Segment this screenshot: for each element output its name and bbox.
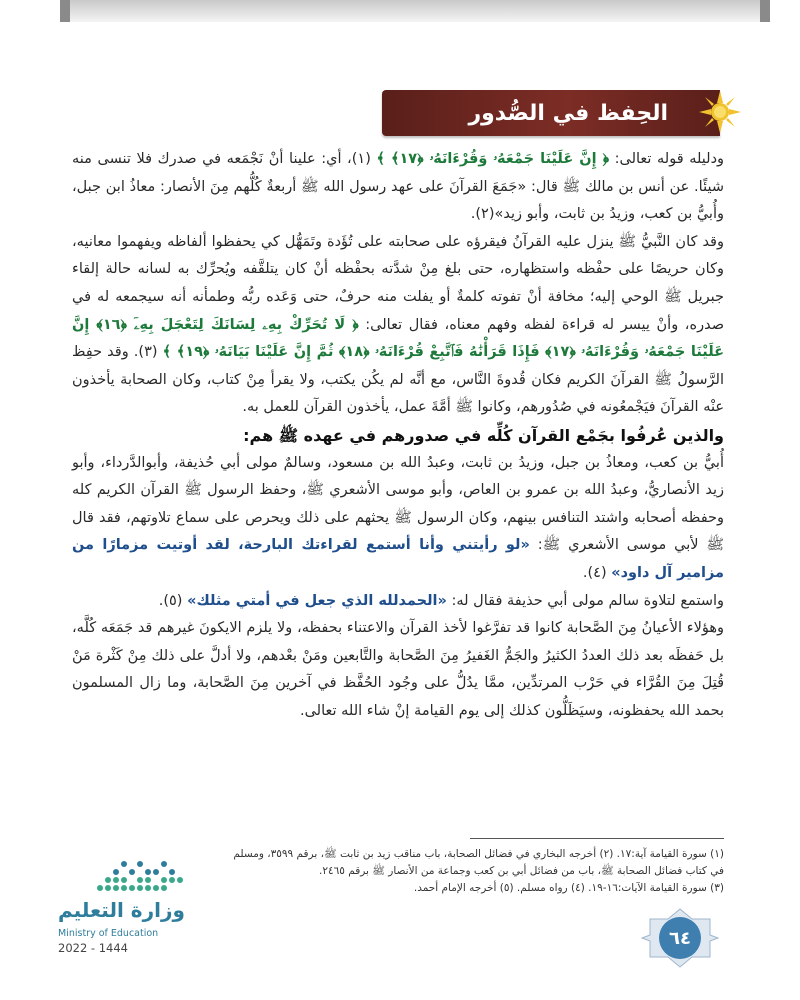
section-header <box>382 90 720 136</box>
subheading: والذين عُرفُوا بجَمْع القرآن كُلِّه في صدورهم في عهده ﷺ هم: <box>243 425 724 445</box>
quran-verse: ﴿ إِنَّ عَلَيْنَا جَمْعَهُۥ وَقُرْءَانَهُۥ ﴿١٧﴾ ﴾ <box>376 151 610 167</box>
sun-icon <box>698 90 742 134</box>
top-border-strip <box>60 0 770 22</box>
paragraph-5: وهؤلاء الأعيانُ مِنَ الصَّحابة كانوا قد تفرَّغوا لأخذ القرآن والاعتناء بحفظه، ولا يلزم الايكونَ غيرهم قد جَمَعَه كُلَّه، بل حَفظَه بعد ذلك العددُ الكثيرُ والجَمُّ الغَفيرُ مِنَ الصَّحابة والتَّابعين ومَنْ بعْدهم، ولا أدلَّ على ذلك مِنْ كَثْرة مَنْ قُتِلَ مِنَ القُرَّاء في حَرْب المرتدِّين، ممَّا يدُلُّ على وجُود الحُفَّظ في آخرين مِنَ الصَّحابة، وما زال المسلمون بحمد الله يحفظونه، وسيَظَلُّون كذلك إلى يوم القيامة إنْ شاء الله تعالى. <box>72 620 724 719</box>
paragraph-text: واستمع لتلاوة سالم مولى أبي حذيفة فقال له: <box>451 592 724 609</box>
paragraph-3 <box>72 450 724 588</box>
footnote-divider <box>470 838 724 839</box>
paragraph-4 <box>72 588 724 616</box>
ministry-name-arabic: وزارة التعليم <box>58 898 185 922</box>
page-number: ٦٤ <box>669 927 691 949</box>
logo-dots-icon <box>92 858 186 896</box>
paragraph-text: (١)، أي: علينا أنْ نَجْمَعه في صدرك فلا تنسى منه شيئًا. عن أنس بن مالك ﷺ قال: «جَمَعَ القرآنَ على عهد رسول الله ﷺ أربعةٌ كُلُّهم مِنَ الأنصار: معاذُ ابن جبل، وأُبيُّ بن كعب، وزيدُ بن ثابت، وأبو زيد»(٢). <box>72 151 724 223</box>
paragraph-text: وقد كان النَّبيُّ ﷺ ينزل عليه القرآنُ فيقرؤه على صحابته على تُؤَدة وتَمَهُّل كي يحفظوا ألفاظه ويفهموا معانيه، وكان حريصًا على حفْظه واستظهاره، حتى بلغ مِنْ شدَّته بحفْظه أنْ كان يتلقَّفه ويُحرِّك به لسانه حالة إلقاء جبريل ﷺ الوحي إليه؛ مخافة أنْ تفوته كلمةٌ أو يفلت منه حرفٌ، حتى وَعَده ربُّه وطمأنه أنه سيجمعه له في صدره، وأنْ ييسر له قراءة لفظه وفهم معناه، فقال تعالى: <box>72 233 725 333</box>
lesson-body <box>72 146 724 725</box>
section-title: الحِفظ في الصُّدور <box>468 100 668 126</box>
ministry-logo <box>58 858 188 958</box>
footnote-line: (١) سورة القيامة آية:١٧. (٢) أخرجه البخاري في فضائل الصحابة، باب مناقب زيد بن ثابت ﷺ، برقم ٣٥٩٩، ومسلم <box>233 848 724 860</box>
footnotes <box>180 846 724 897</box>
page-number-badge <box>640 907 720 969</box>
ministry-name-english: Ministry of Education <box>58 928 159 939</box>
paragraph-1 <box>72 146 724 229</box>
paragraph-text: (٥). <box>158 592 183 609</box>
paragraph-2 <box>72 229 724 422</box>
footnote-line: (٣) سورة القيامة الآيات:١٦-١٩. (٤) رواه مسلم. (٥) أخرجه الإمام أحمد. <box>413 882 724 894</box>
quran-verse: ﴿ لَا تُحَرِّكْ بِهِۦ لِسَانَكَ لِتَعْجَلَ بِهِۦٓ ﴿١٦﴾ إِنَّ عَلَيْنَا جَمْعَهُۥ وَقُرْءَانَهُۥ ﴿١٧﴾ فَإِذَا قَرَأْنَٰهُ فَٱتَّبِعْ قُرْءَانَهُۥ ﴿١٨﴾ ثُمَّ إِنَّ عَلَيْنَا بَيَانَهُۥ ﴿١٩﴾ ﴾ <box>72 316 725 361</box>
hadith-quote: «الحمدلله الذي جعل في أمتي مثلك» <box>187 592 447 609</box>
paragraph-text: ودليله قوله تعالى: <box>614 151 725 167</box>
paragraph-text: أُبيُّ بن كعب، ومعاذُ بن جبل، وزيدُ بن ثابت، وعبدُ الله بن مسعود، وسالمٌ مولى أبي حُذيفة، وأبوالدَّرداء، وأبو زيد الأنصاريُّ، وعبدُ الله بن عمرو بن العاص، وأبو موسى الأشعري ﷺ، وحفظ الرسول ﷺ القرآن الكريم كله وحفظه أصحابه واشتد التنافس بينهم، وكان الرسول ﷺ يحثهم على ذلك ويحرص على سماع تلاوتهم، فقد قال ﷺ لأبي موسى الأشعري ﷺ: <box>72 454 725 554</box>
paragraph-text: (٤). <box>582 564 607 581</box>
paragraph-text: (٣). وقد حفِظ الرَّسولُ ﷺ القرآنَ الكريم فكان قُدوةَ النَّاس، مع أنَّه لم يكُن يكتب، ولا يقرأ مِنْ كتاب، وكان الصحابة يأخذون عنْه القرآنَ فيَجْمعُونه في صُدُورهم، وكانوا ﷺ أمَّةَ عمل، يأخذون القرآن للعمل به. <box>72 344 724 416</box>
hadith-quote: «لو رأيتني وأنا أستمع لقراءتك البارحة، لقد أوتيت مزمارًا من مزامير آل داود» <box>72 537 724 581</box>
edition-year: 2022 - 1444 <box>58 941 128 955</box>
footnote-line: في كتاب فضائل الصحابة ﷺ، باب من فضائل أبي بن كعب وجماعة من الأنصار ﷺ برقم ٢٤٦٥. <box>318 865 724 877</box>
